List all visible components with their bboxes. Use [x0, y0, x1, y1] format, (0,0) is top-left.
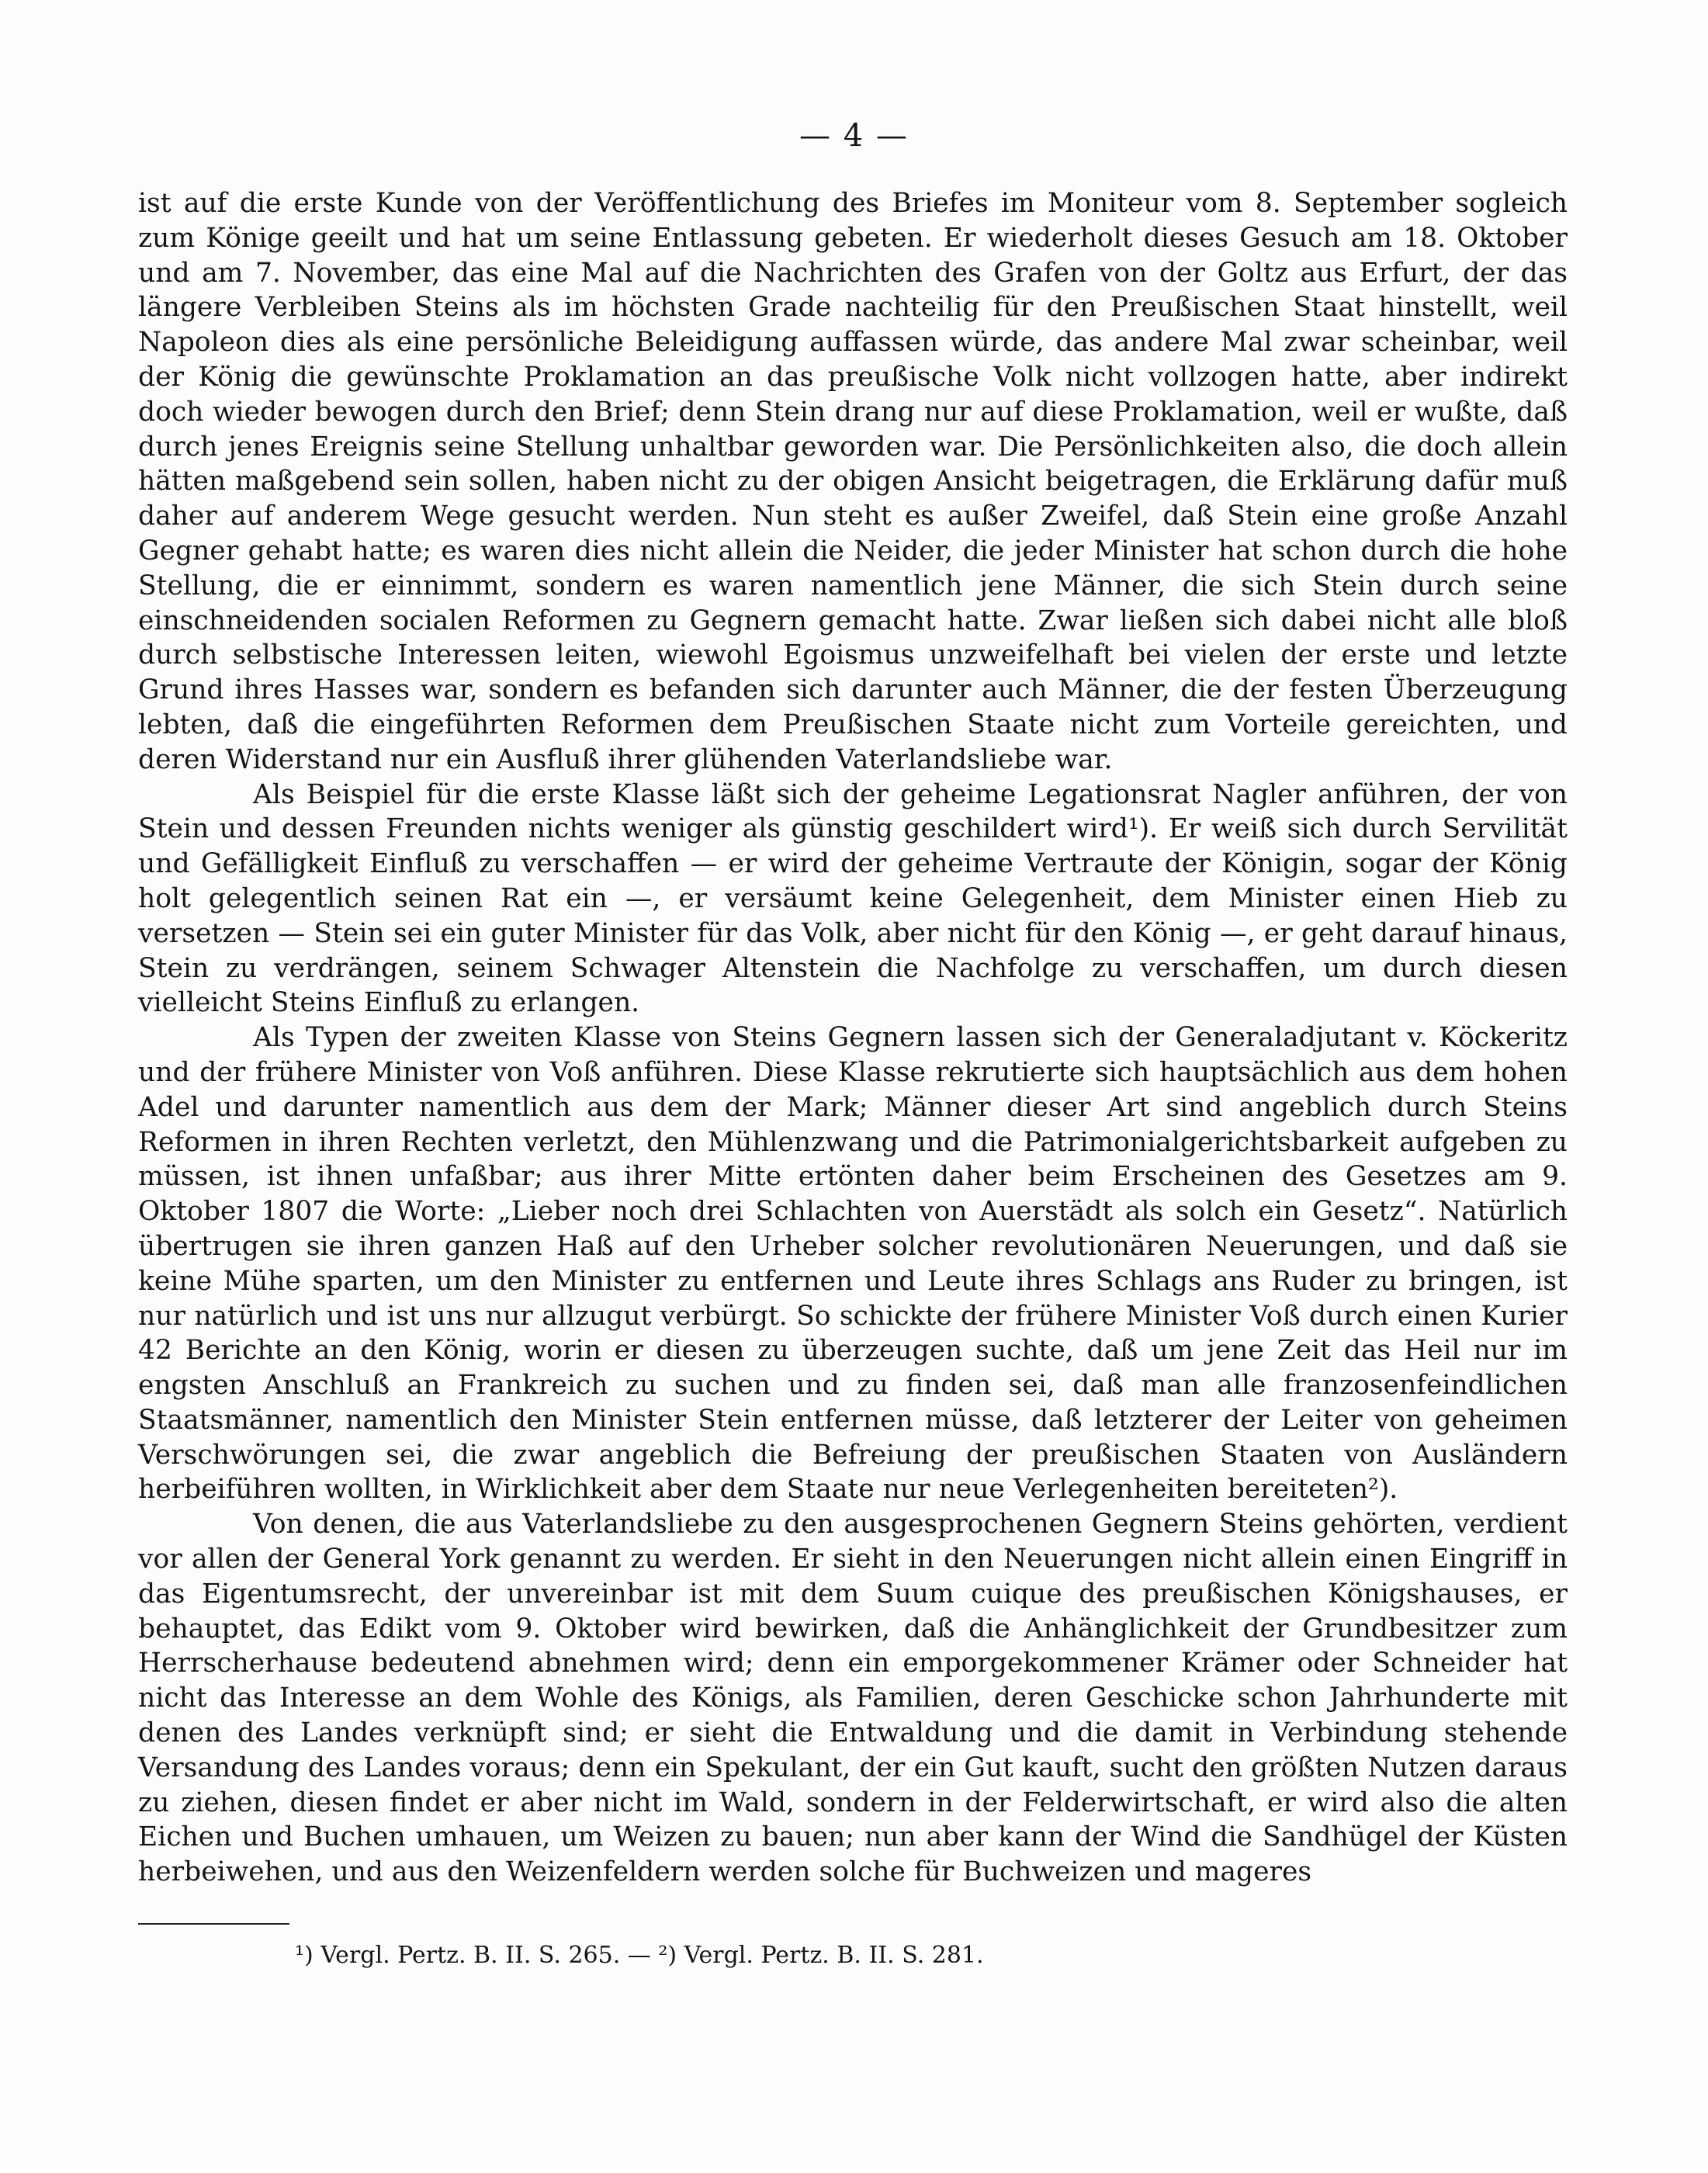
paragraph-2: Als Beispiel für die erste Klasse läßt sich der geheime Legationsrat Nagler anführen, der von Stein und dessen Freunden nichts weniger als günstig geschildert wird¹). Er weiß sich durch Servilität und Gefälligkeit Einfluß zu verschaffen — er wird der geheime Vertraute der Königin, sogar der König holt gelegentlich seinen Rat ein —, er versäumt keine Gelegenheit, dem Minister einen Hieb zu versetzen — Stein sei ein guter Minister für das Volk, aber nicht für den König —, er geht darauf hinaus, Stein zu verdrängen, seinem Schwager Altenstein die Nachfolge zu verschaffen, um durch diesen vielleicht Steins Einfluß zu erlangen.	[138, 778, 1568, 1019]
footnote-divider	[138, 1923, 289, 1925]
paragraph-4: Von denen, die aus Vaterlandsliebe zu den ausgesprochenen Gegnern Steins gehörten, verdient vor allen der General York genannt zu werden. Er sieht in den Neuerungen nicht allein einen Eingriff in das Eigentumsrecht, der unvereinbar ist mit dem Suum cuique des preußischen Königshauses, er behauptet, das Edikt vom 9. Oktober wird bewirken, daß die Anhänglichkeit der Grundbesitzer zum Herrscherhause bedeutend abnehmen wird; denn ein emporgekommener Krämer oder Schneider hat nicht das Interesse an dem Wohle des Königs, als Familien, deren Geschicke schon Jahrhunderte mit denen des Landes verknüpft sind; er sieht die Entwaldung und die damit in Verbindung stehende Versandung des Landes voraus; denn ein Spekulant, der ein Gut kauft, sucht den größten Nutzen daraus zu ziehen, diesen findet er aber nicht im Wald, sondern in der Felderwirtschaft, er wird also die alten Eichen und Buchen umhauen, um Weizen zu bauen; nun aber kann der Wind die Sandhügel der Küsten herbeiwehen, und aus den Weizenfeldern werden solche für Buchweizen und mageres	[138, 1509, 1568, 1888]
paragraph-1: ist auf die erste Kunde von der Veröffentlichung des Briefes im Moniteur vom 8. September sogleich zum Könige geeilt und hat um seine Entlassung gebeten. Er wiederholt dieses Gesuch am 18. Oktober und am 7. November, das eine Mal auf die Nachrichten des Grafen von der Goltz aus Erfurt, der das längere Verbleiben Steins als im höchsten Grade nachteilig für den Preußischen Staat hinstellt, weil Napoleon dies als eine persönliche Beleidigung auffassen würde, das andere Mal zwar scheinbar, weil der König die gewünschte Proklamation an das preußische Volk nicht vollzogen hatte, aber indirekt doch wieder bewogen durch den Brief; denn Stein drang nur auf diese Proklamation, weil er wußte, daß durch jenes Ereignis seine Stellung unhaltbar geworden war. Die Persönlichkeiten also, die doch allein hätten maßgebend sein sollen, haben nicht zu der obigen Ansicht beigetragen, die Erklärung dafür muß daher auf anderem Wege gesucht werden. Nun steht es außer Zweifel, daß Stein eine große Anzahl Gegner gehabt hatte; es waren dies nicht allein die Neider, die jeder Minister hat schon durch die hohe Stellung, die er einnimmt, sondern es waren namentlich jene Männer, die sich Stein durch seine einschneidenden socialen Reformen zu Gegnern gemacht hatte. Zwar ließen sich dabei nicht alle bloß durch selbstische Interessen leiten, wiewohl Egoismus unzweifelhaft bei vielen der erste und letzte Grund ihres Hasses war, sondern es befanden sich darunter auch Männer, die der festen Überzeugung lebten, daß die eingeführten Reformen dem Preußischen Staate nicht zum Vorteile gereichten, und deren Widerstand nur ein Ausfluß ihrer glühenden Vaterlandsliebe war.	[138, 188, 1568, 775]
footnote: ¹) Vergl. Pertz. B. II. S. 265. — ²) Vergl. Pertz. B. II. S. 281.	[295, 1942, 984, 1969]
body-text	[138, 186, 1568, 1890]
paragraph-3: Als Typen der zweiten Klasse von Steins Gegnern lassen sich der Generaladjutant v. Köckeritz und der frühere Minister von Voß anführen. Diese Klasse rekrutierte sich hauptsächlich aus dem hohen Adel und darunter namentlich aus dem der Mark; Männer dieser Art sind angeblich durch Steins Reformen in ihren Rechten verletzt, den Mühlenzwang und die Patrimonialgerichtsbarkeit aufgeben zu müssen, ist ihnen unfaßbar; aus ihrer Mitte ertönten daher beim Erscheinen des Gesetzes am 9. Oktober 1807 die Worte: „Lieber noch drei Schlachten von Auerstädt als solch ein Gesetz“. Natürlich übertrugen sie ihren ganzen Haß auf den Urheber solcher revolutionären Neuerungen, und daß sie keine Mühe sparten, um den Minister zu entfernen und Leute ihres Schlags ans Ruder zu bringen, ist nur natürlich und ist uns nur allzugut verbürgt. So schickte der frühere Minister Voß durch einen Kurier 42 Berichte an den König, worin er diesen zu überzeugen suchte, daß um jene Zeit das Heil nur im engsten Anschluß an Frankreich zu suchen und zu finden sei, daß man alle franzosenfeindlichen Staatsmänner, namentlich den Minister Stein entfernen müsse, daß letzterer der Leiter von geheimen Verschwörungen sei, die zwar angeblich die Befreiung der preußischen Staaten von Ausländern herbeiführen wollten, in Wirklichkeit aber dem Staate nur neue Verlegenheiten bereiteten²).	[138, 1022, 1568, 1506]
page-number: — 4 —	[799, 118, 909, 154]
